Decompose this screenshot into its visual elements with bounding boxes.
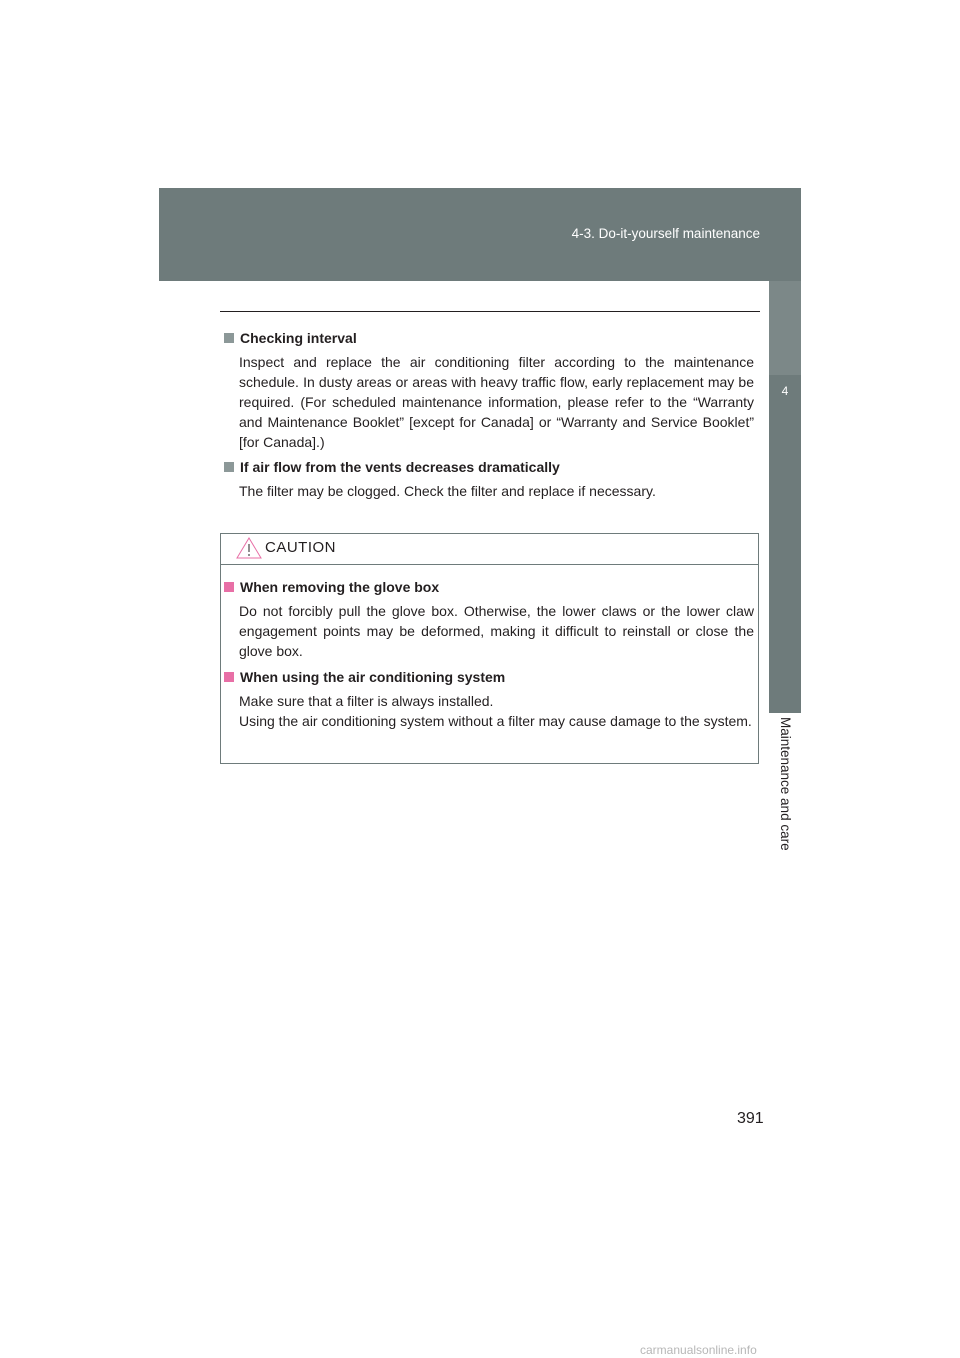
caution-item-air-conditioning: [224, 667, 754, 731]
caution-title: CAUTION: [265, 539, 336, 556]
section-title: 4-3. Do-it-yourself maintenance: [571, 226, 760, 241]
chapter-number: 4: [781, 384, 789, 398]
chapter-label: Maintenance and care: [778, 717, 793, 851]
bullet-square-icon: [224, 333, 234, 343]
section-body: Inspect and replace the air conditioning filter according to the maintenance schedule. In dusty areas or areas with heavy traffic flow, early replacement may be required. (For scheduled maintenance information, please refer to the “Warranty and Maintenance Booklet” [except for Canada] or “Warranty and Service Booklet” [for Canada].): [239, 354, 754, 450]
section-checking-interval: [224, 328, 754, 452]
side-tab-spacer: [769, 281, 801, 375]
section-heading: Checking interval: [240, 330, 357, 346]
caution-box: [220, 533, 759, 764]
section-air-flow: [224, 457, 754, 501]
section-heading: If air flow from the vents decreases dramatically: [240, 459, 560, 475]
caution-item-glove-box: [224, 577, 754, 661]
caution-heading: When removing the glove box: [240, 579, 440, 595]
bullet-square-icon: [224, 462, 234, 472]
warning-triangle-icon: [236, 537, 262, 559]
caution-header: [221, 534, 758, 565]
caution-heading: When using the air conditioning system: [240, 669, 506, 685]
bullet-square-icon: [224, 582, 234, 592]
watermark: carmanualsonline.info: [640, 1343, 757, 1357]
caution-body-line1: Make sure that a filter is always installed.: [239, 693, 494, 709]
caution-body-line2: Using the air conditioning system without a filter may cause damage to the system.: [239, 713, 752, 729]
header-rule: [220, 311, 760, 312]
caution-body: Do not forcibly pull the glove box. Otherwise, the lower claws or the lower claw engagement points may be deformed, making it difficult to reinstall or close the glove box.: [239, 603, 754, 659]
chapter-header-band: [159, 188, 801, 281]
bullet-square-icon: [224, 672, 234, 682]
chapter-tab-label-area: [769, 713, 801, 869]
page-number: 391: [737, 1110, 764, 1127]
section-body: The filter may be clogged. Check the filter and replace if necessary.: [239, 483, 656, 499]
chapter-tab: [769, 375, 801, 713]
